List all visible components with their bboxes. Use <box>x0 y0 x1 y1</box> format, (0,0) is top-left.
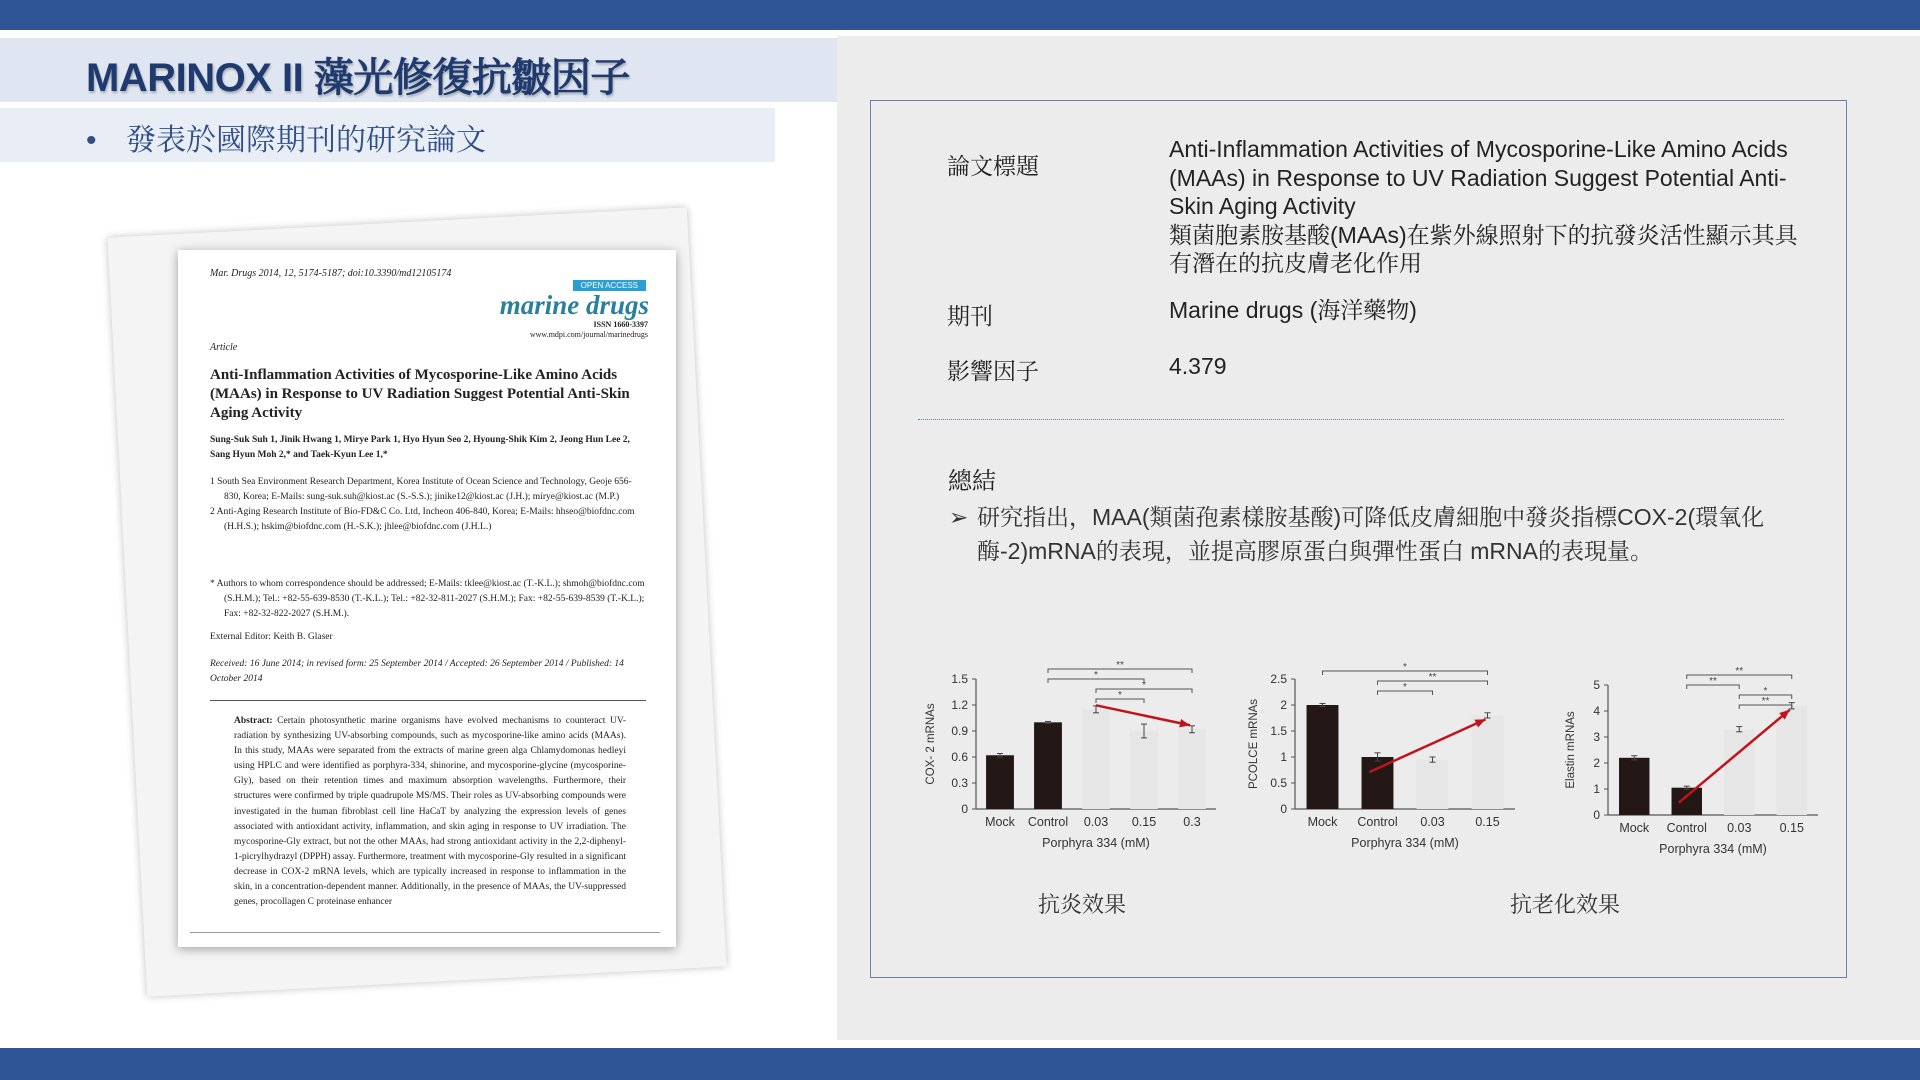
paper-title: Anti-Inflammation Activities of Mycosporine-Like Amino Acids (MAAs) in Response to UV Radiation Suggest Potential Anti-Skin Aging Activity <box>210 367 630 421</box>
x-tick-label: 0.15 <box>1131 815 1157 829</box>
bar <box>1082 709 1110 809</box>
caption-anti-aging: 抗老化效果 <box>1510 892 1621 917</box>
y-tick-label: 0.5 <box>1270 776 1287 790</box>
significance-label: ** <box>1761 696 1770 707</box>
x-tick-label: Mock <box>1619 821 1650 835</box>
y-axis-label: PCOLCE mRNAs <box>1248 698 1260 790</box>
y-tick-label: 0 <box>1593 808 1600 822</box>
value-journal: Marine drugs (海洋藥物) <box>1169 297 1417 323</box>
paper-divider <box>210 700 646 701</box>
abstract-text: Certain photosynthetic marine organisms have evolved mechanisms to counteract UV-radiation by synthesizing UV-absorbing compounds, such as mycosporine-like amino acids (MAAs). In this study, MAAs were separated from the extracts of marine green alga Chlamydomonas hedleyi using HPLC and were identified as porphyra-334, shinorine, and mycosporine-glycine (mycosporine-Gly), based on their retention times and maximum absorption wavelengths. Furthermore, their structures were confirmed by triple quadrupole MS/MS. Their roles as UV-absorbing compounds were investigated in the human fibroblast cell line HaCaT by analyzing the expression levels of genes associated with antioxidant activity, inflammation, and skin aging in response to UV irradiation. The mycosporine-Gly extract, but not the other MAAs, had strong antioxidant activity in the 2,2-diphenyl-1-picrylhydrazyl (DPPH) assay. Furthermore, treatment with mycosporine-Gly resulted in a significant decrease in COX-2 mRNA levels, which are typically increased in response to inflammation in the skin, in a concentration-dependent manner. Additionally, in the presence of MAAs, the UV-suppressed genes, procollagen C proteinase enhancer <box>234 716 626 908</box>
abstract-label: Abstract: <box>234 716 273 726</box>
value-impact-factor: 4.379 <box>1169 353 1227 379</box>
significance-label: ** <box>1428 672 1437 683</box>
bar <box>1034 722 1062 809</box>
paper-editor: External Editor: Keith B. Glaser <box>210 632 333 642</box>
paper-title-chinese: 類菌胞素胺基酸(MAAs)在紫外線照射下的抗發炎活性顯示其具有潛在的抗皮膚老化作用 <box>1169 221 1798 276</box>
x-tick-label: 0.03 <box>1727 821 1752 835</box>
slide-title: MARINOX II 藻光修復抗皺因子 <box>86 56 630 100</box>
y-tick-label: 2 <box>1593 756 1600 770</box>
summary-line-1: 研究指出，MAA(類菌孢素樣胺基酸)可降低皮膚細胞中發炎指標COX-2(環氧化 <box>977 504 1765 530</box>
paper-abstract <box>234 714 626 910</box>
significance-label: * <box>1763 686 1768 697</box>
x-axis-label: Porphyra 334 (mM) <box>1659 842 1767 856</box>
summary-title: 總結 <box>948 468 996 495</box>
bar <box>1672 788 1702 815</box>
value-paper-title <box>1169 135 1809 278</box>
dotted-separator <box>918 419 1784 420</box>
significance-label: ** <box>1735 666 1744 677</box>
arrow-bullet-icon: ➢ <box>949 504 969 530</box>
bar <box>1307 705 1339 809</box>
x-tick-label: Mock <box>985 815 1015 829</box>
label-impact-factor: 影響因子 <box>947 358 1039 384</box>
y-tick-label: 1.5 <box>951 672 968 686</box>
bullet-text: 發表於國際期刊的研究論文 <box>126 124 486 157</box>
paper-affiliations <box>210 475 646 535</box>
bar <box>1777 706 1807 815</box>
x-tick-label: Control <box>1027 815 1069 829</box>
journal-logo: marine drugs <box>499 290 649 320</box>
y-axis-label: COX- 2 mRNAs <box>925 703 937 785</box>
bullet-point <box>86 115 486 159</box>
y-tick-label: 0.3 <box>951 776 968 790</box>
x-tick-label: Mock <box>1307 815 1338 829</box>
affiliation-1: 1 South Sea Environment Research Department, Korea Institute of Ocean Science and Technology, Geoje 656-830, Korea; E-Mails: sung-suk.suh@kiost.ac (S.-S.S.); jinike12@kiost.ac (J.H.); mirye@kiost.ac (M.P.) <box>210 477 632 502</box>
paper-authors: Sung-Suk Suh 1, Jinik Hwang 1, Mirye Park 1, Hyo Hyun Seo 2, Hyoung-Shik Kim 2, Jeong Hun Lee 2, Sang Hyun Moh 2,* and Taek-Kyun Lee 1,* <box>210 435 630 460</box>
paper-issn: ISSN 1660-3397 <box>593 320 648 329</box>
significance-label: ** <box>1116 660 1124 671</box>
bullet-dot: • <box>86 124 97 157</box>
summary-line-2: 酶-2)mRNA的表現，並提高膠原蛋白與彈性蛋白 mRNA的表現量。 <box>977 538 1653 564</box>
x-axis-label: Porphyra 334 (mM) <box>1042 836 1150 850</box>
y-axis-label: Elastin mRNAs <box>1565 711 1577 789</box>
significance-label: * <box>1403 682 1407 693</box>
y-tick-label: 1.2 <box>951 698 968 712</box>
bar <box>986 755 1014 809</box>
paper-article-type: Article <box>210 342 238 353</box>
x-tick-label: Control <box>1666 821 1707 835</box>
bar <box>1362 757 1394 809</box>
paper-first-page <box>178 250 676 947</box>
paper-correspondence: * Authors to whom correspondence should be addressed; E-Mails: tklee@kiost.ac (T.-K.L.); shmoh@biofdnc.com (S.H.M.); Tel.: +82-55-639-8530 (T.-K.L.); Tel.: +82-32-811-2027 (S.H.M.); Fax: +82-55-639-8539 (T.-K.L.); Fax: +82-32-822-2027 (S.H.M.). <box>210 579 645 619</box>
paper-website: www.mdpi.com/journal/marinedrugs <box>529 330 648 339</box>
top-accent-bar <box>0 0 1920 30</box>
bar <box>1178 729 1206 809</box>
y-tick-label: 2.5 <box>1270 672 1287 686</box>
y-tick-label: 0.6 <box>951 750 968 764</box>
trend-arrow-line <box>1096 705 1190 725</box>
significance-label: * <box>1142 680 1146 691</box>
y-tick-label: 0 <box>1280 802 1287 816</box>
label-journal: 期刊 <box>947 303 993 329</box>
significance-label: ** <box>1709 676 1717 687</box>
y-tick-label: 1 <box>1593 782 1600 796</box>
y-tick-label: 3 <box>1593 730 1600 744</box>
y-tick-label: 1 <box>1280 750 1287 764</box>
y-tick-label: 2 <box>1280 698 1287 712</box>
paper-title-english: Anti-Inflammation Activities of Mycosporine-Like Amino Acids (MAAs) in Response to UV Radiation Suggest Potential Anti-Skin Aging Activity <box>1169 136 1788 219</box>
y-tick-label: 0 <box>961 802 968 816</box>
paper-bottom-divider <box>190 932 660 933</box>
paper-citation: Mar. Drugs 2014, 12, 5174-5187; doi:10.3390/md12105174 <box>210 268 452 279</box>
x-tick-label: Control <box>1357 815 1398 829</box>
caption-anti-inflammation: 抗炎效果 <box>1038 892 1127 917</box>
y-tick-label: 0.9 <box>951 724 968 738</box>
paper-received: Received: 16 June 2014; in revised form: 25 September 2014 / Accepted: 26 September 2014 / Published: 14 October 2014 <box>210 659 624 684</box>
y-tick-label: 1.5 <box>1270 724 1287 738</box>
bar <box>1472 715 1504 809</box>
label-paper-title: 論文標題 <box>947 153 1039 179</box>
chart-pcolce <box>1245 655 1525 865</box>
x-tick-label: 0.15 <box>1475 815 1500 829</box>
y-tick-label: 5 <box>1593 678 1600 692</box>
x-tick-label: 0.3 <box>1183 815 1201 829</box>
chart-elastin <box>1562 655 1832 865</box>
y-tick-label: 4 <box>1593 704 1600 718</box>
significance-label: * <box>1118 690 1122 701</box>
affiliation-2: 2 Anti-Aging Research Institute of Bio-FD&C Co. Ltd, Incheon 406-840, Korea; E-Mails: hhseo@biofdnc.com (H.H.S.); hskim@biofdnc.com (H.-S.K.); jhlee@biofdnc.com (J.H.L.) <box>210 507 635 532</box>
bar <box>1619 758 1649 815</box>
significance-label: * <box>1403 662 1407 673</box>
bottom-accent-bar <box>0 1048 1920 1080</box>
significance-label: * <box>1094 670 1098 681</box>
open-access-badge: OPEN ACCESS <box>573 280 646 291</box>
summary-text <box>949 500 1807 568</box>
bar <box>1417 760 1449 809</box>
bar <box>1130 731 1158 809</box>
chart-cox2 <box>920 655 1220 865</box>
x-tick-label: 0.15 <box>1779 821 1804 835</box>
x-tick-label: 0.03 <box>1083 815 1109 829</box>
x-axis-label: Porphyra 334 (mM) <box>1351 836 1459 850</box>
x-tick-label: 0.03 <box>1420 815 1445 829</box>
